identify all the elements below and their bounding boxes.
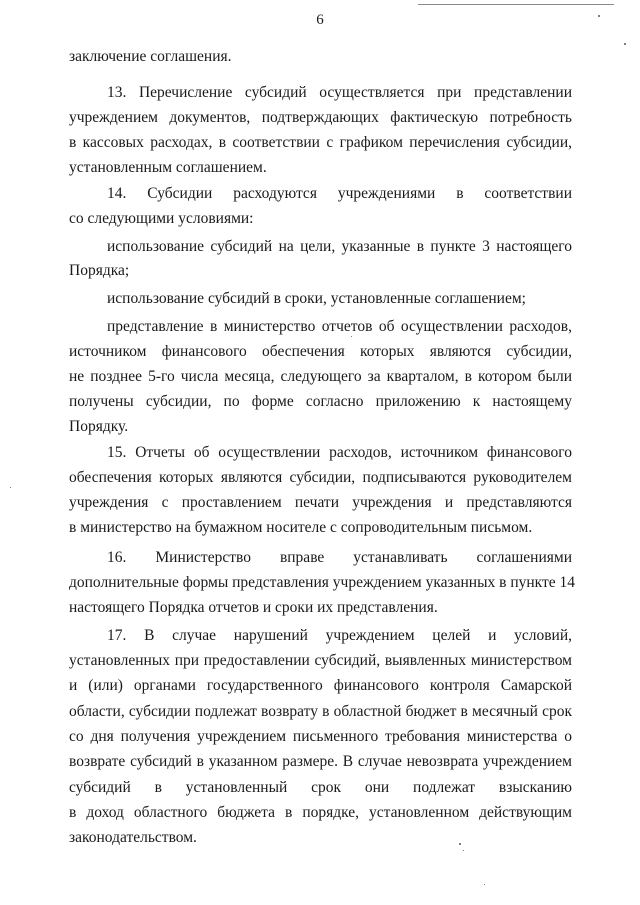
text-line: 17. В случае нарушений учреждением целей и условий,: [107, 627, 572, 644]
text-line: Порядку.: [69, 418, 129, 435]
text-line: заключение соглашения.: [69, 48, 232, 65]
text-line: субсидий в установленный срок они подлежат взысканию: [69, 779, 572, 796]
text-line: обеспечения которых являются субсидии, подписываются руководителем: [69, 469, 572, 486]
text-line: установленных при предоставлении субсидий, выявленных министерством: [69, 652, 572, 669]
scan-speck: [463, 850, 464, 851]
text-line: учреждения с проставлением печати учреждения и представляются: [69, 494, 572, 511]
text-line: 14. Субсидии расходуются учреждениями в соответствии: [107, 185, 572, 202]
scan-speck: [484, 884, 485, 885]
scan-speck: [351, 336, 352, 337]
text-line: источником финансового обеспечения которых являются субсидии,: [69, 343, 572, 360]
scan-speck: [598, 15, 600, 17]
text-line: со дня получения учреждением письменного требования министерства о: [69, 728, 572, 745]
text-line: в кассовых расходах, в соответствии с графиком перечисления субсидии,: [69, 134, 572, 151]
text-line: со следующими условиями:: [69, 210, 254, 227]
text-line: не позднее 5-го числа месяца, следующего за кварталом, в котором были: [69, 368, 572, 385]
text-line: представление в министерство отчетов об осуществлении расходов,: [107, 318, 572, 335]
text-line: законодательством.: [69, 829, 197, 846]
text-line: дополнительные формы представления учреждением указанных в пункте 14: [69, 574, 576, 591]
text-line: установленным соглашением.: [69, 159, 267, 176]
top-rule: [418, 4, 614, 5]
text-line: использование субсидий в сроки, установленные соглашением;: [107, 290, 526, 307]
text-line: 15. Отчеты об осуществлении расходов, источником финансового: [107, 444, 572, 461]
scan-speck: [624, 43, 626, 45]
text-line: области, субсидии подлежат возврату в областной бюджет в месячный срок: [69, 703, 572, 720]
page-number: 6: [316, 12, 324, 28]
text-line: 16. Министерство вправе устанавливать соглашениями: [107, 549, 572, 566]
text-line: в министерство на бумажном носителе с сопроводительным письмом.: [69, 519, 533, 536]
text-line: учреждением документов, подтверждающих фактическую потребность: [69, 109, 572, 126]
text-line: возврате субсидий в указанном размере. В случае невозврата учреждением: [69, 753, 572, 770]
text-line: получены субсидии, по форме согласно приложению к настоящему: [69, 393, 572, 410]
scan-speck: [10, 487, 11, 488]
text-line: настоящего Порядка отчетов и сроки их представления.: [69, 599, 438, 616]
text-line: использование субсидий на цели, указанные в пункте 3 настоящего: [107, 238, 572, 255]
text-line: Порядка;: [69, 262, 130, 279]
text-line: и (или) органами государственного финансового контроля Самарской: [69, 677, 572, 694]
text-line: 13. Перечисление субсидий осуществляется при представлении: [107, 84, 572, 101]
scan-speck: [459, 843, 461, 845]
text-line: в доход областного бюджета в порядке, установленном действующим: [69, 804, 572, 821]
